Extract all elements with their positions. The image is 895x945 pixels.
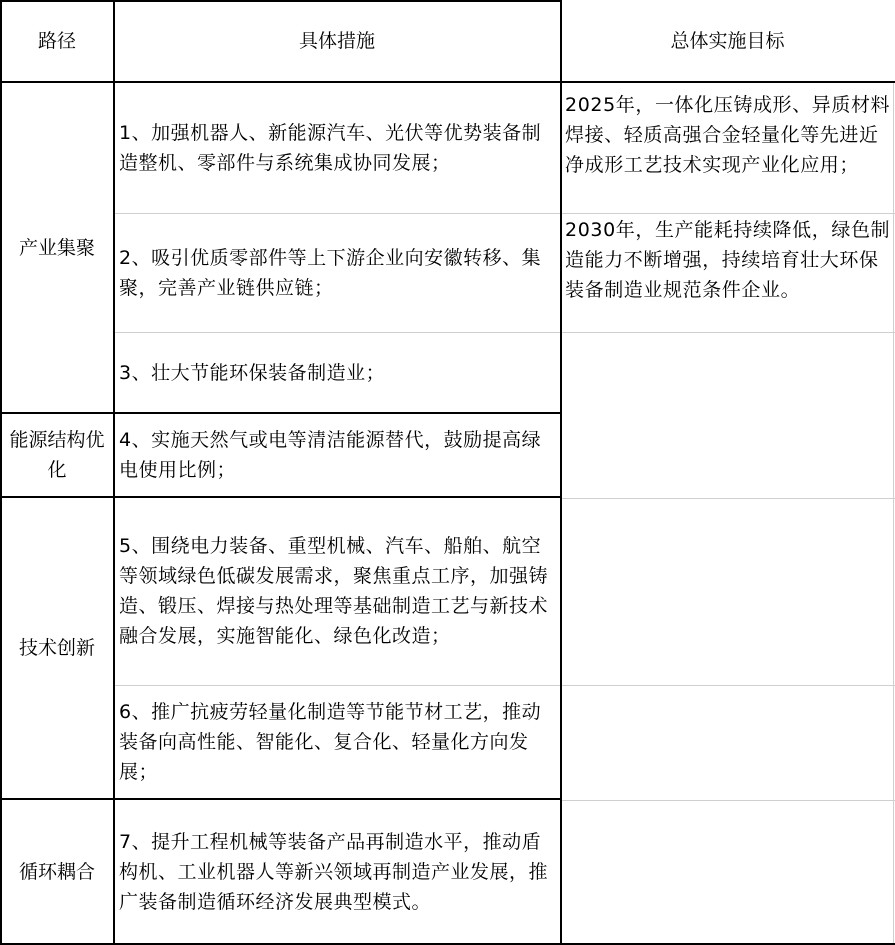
header-measures: 具体措施 bbox=[298, 30, 375, 52]
measure-2: 2、吸引优质零部件等上下游企业向安徽转移、集聚，完善产业链供应链； bbox=[119, 247, 542, 299]
path-energy-structure: 能源结构优化 bbox=[9, 429, 105, 481]
table-border bbox=[0, 0, 2, 945]
path-industrial-cluster: 产业集聚 bbox=[18, 236, 95, 259]
measure-4: 4、实施天然气或电等清洁能源替代，鼓励提高绿电使用比例； bbox=[119, 429, 542, 481]
table-border bbox=[0, 496, 562, 498]
path-tech-innovation: 技术创新 bbox=[18, 637, 95, 659]
grid-line bbox=[560, 498, 895, 499]
measure-6: 6、推广抗疲劳轻量化制造等节能节材工艺，推动装备向高性能、智能化、复合化、轻量化方向发展； bbox=[119, 701, 542, 783]
table-border bbox=[0, 798, 562, 800]
table-border bbox=[0, 0, 560, 2]
goal-2025: 2025年，一体化压铸成形、异质材料焊接、轻质高强合金轻量化等先进近净成形工艺技术实现产业化应用； bbox=[565, 94, 891, 176]
table-border bbox=[0, 81, 895, 83]
table-border bbox=[113, 0, 115, 945]
table-border bbox=[560, 0, 562, 945]
grid-line bbox=[114, 213, 895, 214]
measure-3: 3、壮大节能环保装备制造业； bbox=[119, 361, 386, 384]
goal-2030: 2030年，生产能耗持续降低，绿色制造能力不断增强，持续培育壮大环保装备制造业规范条件企业。 bbox=[565, 219, 891, 301]
grid-line bbox=[114, 332, 895, 333]
measure-5: 5、围绕电力装备、重型机械、汽车、船舶、航空等领域绿色低碳发展需求，聚焦重点工序，加强铸造、锻压、焊接与热处理等基础制造工艺与新技术融合发展，实施智能化、绿色化改造； bbox=[119, 535, 549, 647]
path-circular-coupling: 循环耦合 bbox=[18, 861, 95, 883]
header-path: 路径 bbox=[37, 30, 76, 52]
header-goals: 总体实施目标 bbox=[670, 30, 785, 52]
grid-line bbox=[560, 800, 895, 801]
measure-7: 7、提升工程机械等装备产品再制造水平，推动盾构机、工业机器人等新兴领域再制造产业发展，推广装备制造循环经济发展典型模式。 bbox=[119, 831, 549, 913]
table-border bbox=[0, 412, 562, 414]
grid-line bbox=[893, 82, 894, 945]
grid-line bbox=[114, 685, 895, 686]
measure-1: 1、加强机器人、新能源汽车、光伏等优势装备制造整机、零部件与系统集成协同发展； bbox=[119, 122, 542, 174]
